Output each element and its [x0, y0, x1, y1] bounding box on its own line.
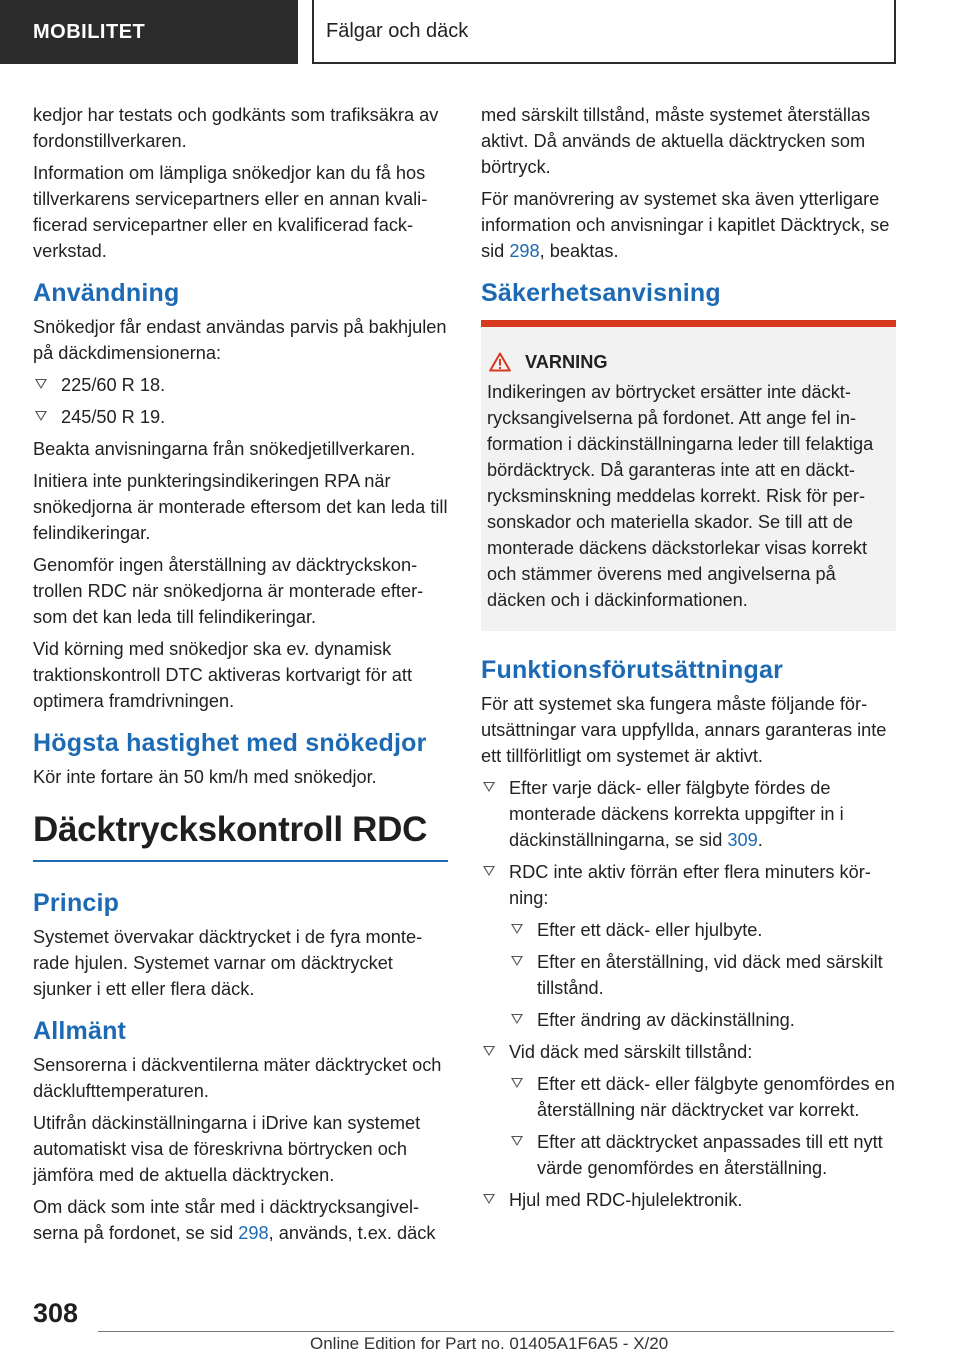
page-link-309[interactable]: 309: [727, 830, 758, 850]
paragraph: med särskilt tillstånd, måste systemet återställas aktivt. Då används de aktuella däcktrycken som börtryck.: [481, 105, 871, 177]
page-link-298[interactable]: 298: [238, 1223, 269, 1243]
section-title: MOBILITET: [0, 0, 298, 64]
triangle-bullet-icon: [483, 1046, 495, 1056]
triangle-bullet-icon: [511, 924, 523, 934]
conditions-list: [481, 775, 896, 1213]
paragraph: Initiera inte punkteringsindikeringen RPA när snökedjorna är monterade eftersom det kan leda till felindikeringar.: [33, 471, 448, 543]
list-item: Efter varje däck- eller fälgbyte fördes de monterade däckens korrekta uppgifter in i däckinställningarna, se sid 309.: [481, 775, 896, 853]
footer-divider: [98, 1331, 894, 1332]
list-item: 225/60 R 18.: [33, 372, 448, 398]
paragraph: För att systemet ska fungera måste följande förutsättningar vara uppfyllda, annars garanteras inte ett tillförlitligt om systemet är aktivt.: [481, 694, 887, 766]
paragraph: Kör inte fortare än 50 km/h med snökedjor.: [33, 767, 377, 787]
warning-text: Indikeringen av börtrycket ersätter inte däcktrycksangivelserna på fordonet. Att ange fel information i däckinställningarna leder till felaktiga bördäcktryck. Då garanteras inte att en däcktrycksminskning meddelas korrekt. Risk för personskador och materiella skador. Se till att de monterade däckens däckstorlekar visas korrekt och stämmer överens med angivelserna på däcken och i däckinformationen.: [487, 382, 874, 610]
paragraph: Beakta anvisningarna från snökedjetillverkaren.: [33, 439, 416, 459]
paragraph: kedjor har testats och godkänts som trafiksäkra av fordonstillverkaren.: [33, 105, 439, 151]
triangle-bullet-icon: [511, 1014, 523, 1024]
sub-list: [509, 917, 896, 1033]
triangle-bullet-icon: [35, 379, 47, 389]
triangle-bullet-icon: [483, 866, 495, 876]
paragraph: Information om lämpliga snökedjor kan du få hos tillverkarens servicepartners eller en annan kvalificerad servicepartner eller en kvalificerad fackverkstad.: [33, 163, 428, 261]
page-header: [0, 0, 960, 66]
dimension-list: [33, 372, 448, 430]
list-item: Hjul med RDC-hjulelektronik.: [481, 1187, 896, 1213]
triangle-bullet-icon: [511, 1136, 523, 1146]
sub-list: [509, 1071, 896, 1181]
list-item: Vid däck med särskilt tillstånd: Efter ett däck- eller fälgbyte genomfördes en återställning när däcktrycket var korrekt. Efter att däcktrycket anpassades till ett nytt värde genomfördes en återställning.: [481, 1039, 896, 1181]
chapter-title: Fälgar och däck: [312, 0, 896, 64]
page-number: 308: [33, 1298, 79, 1328]
heading-princip: Princip: [33, 889, 120, 917]
warning-triangle-icon: [489, 352, 511, 372]
list-item: Efter ett däck- eller fälgbyte genomfördes en återställning när däcktrycket var korrekt.: [509, 1071, 896, 1123]
footer-edition: Online Edition for Part no. 01405A1F6A5 - X/20: [310, 1334, 669, 1353]
list-item: 245/50 R 19.: [33, 404, 448, 430]
list-item: Efter ändring av däckinställning.: [509, 1007, 896, 1033]
triangle-bullet-icon: [511, 956, 523, 966]
triangle-bullet-icon: [483, 782, 495, 792]
paragraph: Genomför ingen återställning av däcktryckskontrollen RDC när snökedjorna är monterade eftersom det kan leda till felindikeringar.: [33, 555, 424, 627]
paragraph: Utifrån däckinställningarna i iDrive kan systemet automatiskt visa de föreskrivna börtrycken och jämföra med de aktuella däcktrycken.: [33, 1113, 421, 1185]
paragraph: Vid körning med snökedjor ska ev. dynamisk traktionskontroll DTC aktiveras kortvarigt för att optimera framdrivningen.: [33, 639, 413, 711]
paragraph: Snökedjor får endast användas parvis på bakhjulen på däckdimensionerna:: [33, 317, 447, 363]
paragraph: För manövrering av systemet ska även ytterligare information och anvisningar i kapitlet Däcktryck, se sid 298, beaktas.: [481, 189, 890, 261]
list-item: Efter att däcktrycket anpassades till ett nytt värde genomfördes en återställning.: [509, 1129, 896, 1181]
heading-allmant: Allmänt: [33, 1017, 127, 1045]
paragraph: Systemet övervakar däcktrycket i de fyra monterade hjulen. Systemet varnar om däcktrycket sjunker i ett eller flera däck.: [33, 927, 423, 999]
heading-rdc: Däcktryckskontroll RDC: [33, 808, 448, 862]
left-column: [33, 102, 448, 1252]
heading-anvandning: Användning: [33, 279, 180, 307]
paragraph: Om däck som inte står med i däcktrycksangivelserna på fordonet, se sid 298, används, t.ex. däck: [33, 1197, 436, 1243]
page-link-298[interactable]: 298: [509, 241, 540, 261]
heading-sakerhet: Säkerhetsanvisning: [481, 279, 721, 307]
triangle-bullet-icon: [35, 411, 47, 421]
triangle-bullet-icon: [511, 1078, 523, 1088]
warning-box: [481, 320, 896, 631]
list-item: RDC inte aktiv förrän efter flera minuters körning: Efter ett däck- eller hjulbyte. Efter en återställning, vid däck med särskilt tillstånd. Efter ändring av däckinställning.: [481, 859, 896, 1033]
triangle-bullet-icon: [483, 1194, 495, 1204]
heading-hastighet: Högsta hastighet med snökedjor: [33, 729, 427, 757]
paragraph: Sensorerna i däckventilerna mäter däcktrycket och däcklufttemperaturen.: [33, 1055, 442, 1101]
list-item: Efter en återställning, vid däck med särskilt tillstånd.: [509, 949, 896, 1001]
heading-funktion: Funktionsförutsättningar: [481, 656, 784, 684]
list-item: Efter ett däck- eller hjulbyte.: [509, 917, 896, 943]
warning-title: VARNING: [487, 349, 888, 375]
right-column: [481, 102, 896, 1219]
